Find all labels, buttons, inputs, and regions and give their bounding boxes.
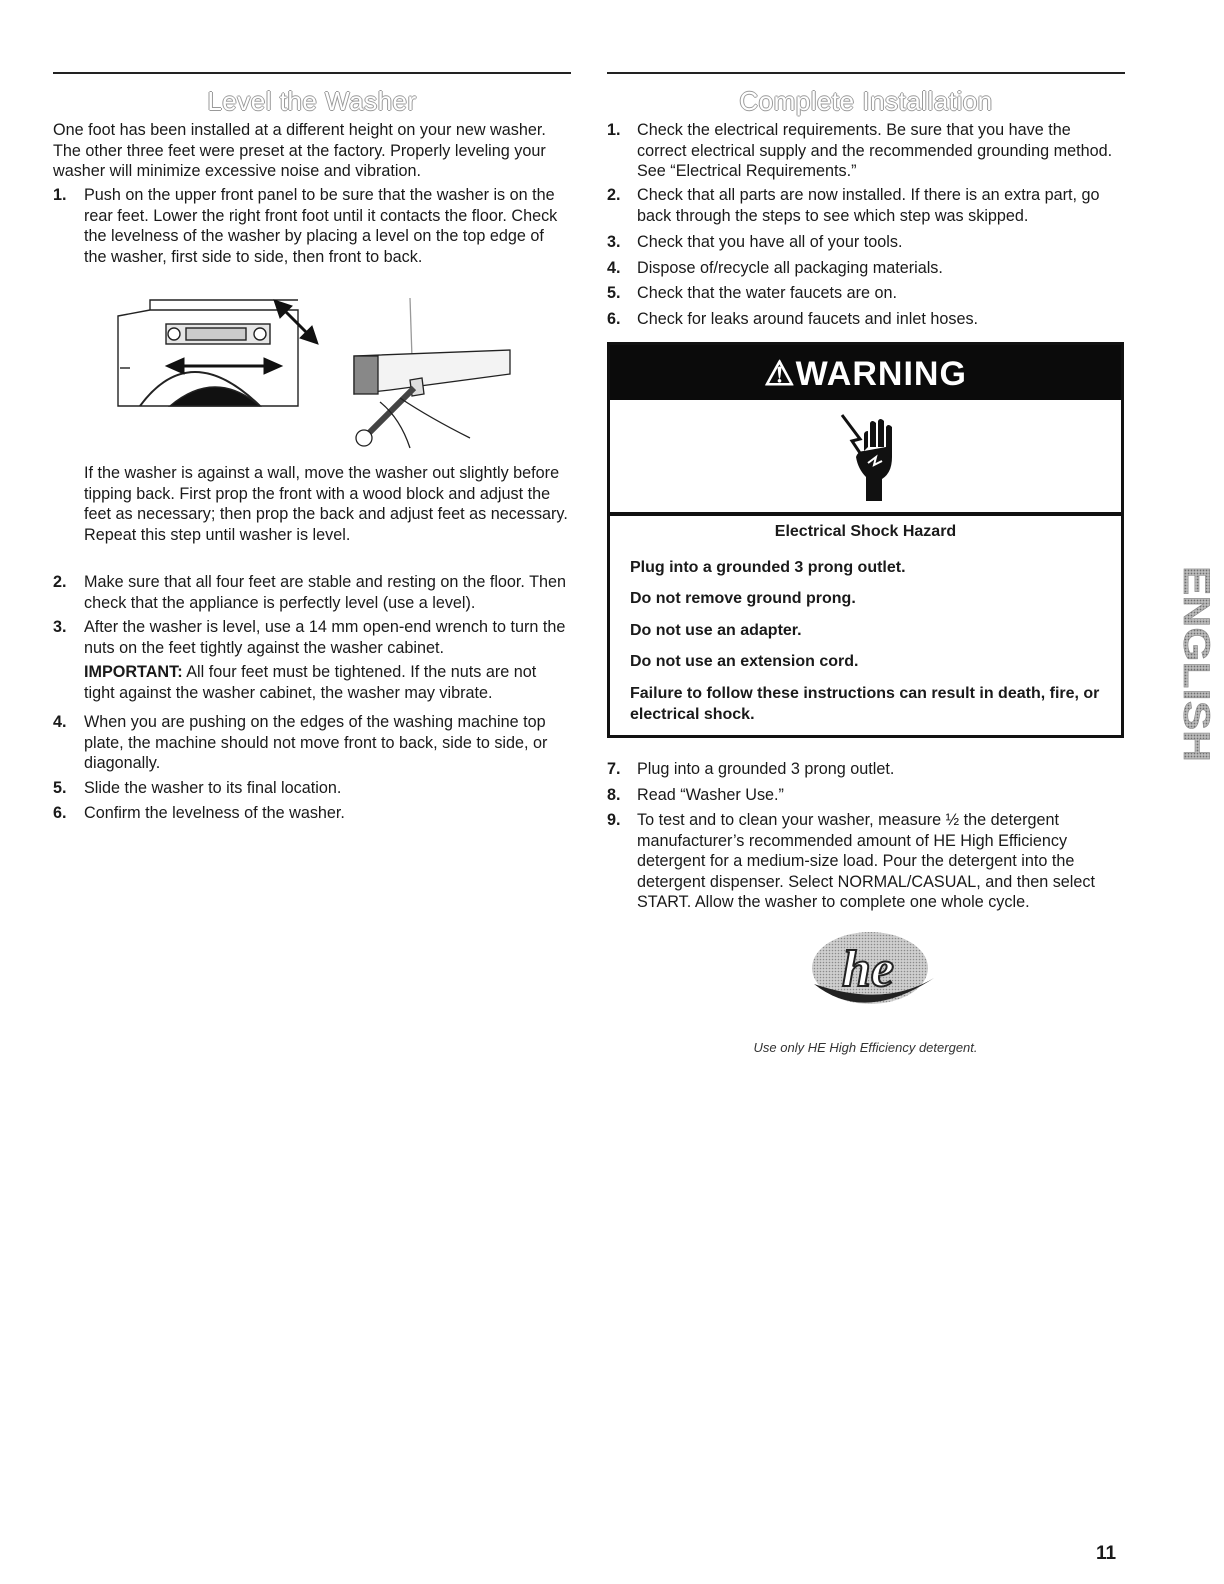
- warning-line: Do not remove ground prong.: [630, 590, 856, 607]
- step-text: When you are pushing on the edges of the washing machine top plate, the machine should not move front to back, side to side, or diagonally.: [84, 713, 548, 772]
- right-step-2: [607, 185, 1122, 226]
- step-text: Plug into a grounded 3 prong outlet.: [637, 760, 895, 778]
- right-section-heading: Complete Installation: [739, 86, 993, 116]
- step-number: 6.: [53, 804, 67, 822]
- left-step-5: [53, 778, 568, 799]
- step-number: 1.: [607, 121, 621, 139]
- step-text: Slide the washer to its final location.: [84, 779, 342, 797]
- warning-divider: [610, 512, 1121, 516]
- step-text: Make sure that all four feet are stable and resting on the floor. Then check that the appliance is perfectly level (use a level).: [84, 573, 567, 612]
- warning-line: Failure to follow these instructions can result in death, fire, or electrical shock.: [630, 685, 1100, 723]
- leveling-figure: [110, 298, 520, 448]
- warning-line: Do not use an adapter.: [630, 622, 802, 639]
- double-arrow-front-to-back: [274, 300, 318, 344]
- step-number: 5.: [607, 284, 621, 302]
- step-number: 2.: [53, 573, 67, 591]
- he-caption: Use only HE High Efficiency detergent.: [753, 1040, 978, 1055]
- step-text: Check that the water faucets are on.: [637, 284, 898, 302]
- step-number: 8.: [607, 786, 621, 804]
- side-tab-text: ENGLISH: [1176, 566, 1217, 731]
- page-number: 11: [1096, 1543, 1117, 1564]
- step-number: 3.: [607, 233, 621, 251]
- right-step-6: [607, 309, 1122, 330]
- right-step-3: [607, 232, 1122, 253]
- he-logo-text: he: [842, 941, 894, 998]
- warning-line: Do not use an extension cord.: [630, 653, 859, 670]
- right-step-7: [607, 759, 1122, 780]
- warning-title: WARNING: [795, 355, 967, 393]
- step-number: 4.: [607, 259, 621, 277]
- step-number: 2.: [607, 186, 621, 204]
- washer-illustration: [118, 300, 298, 406]
- step-text: Confirm the levelness of the washer.: [84, 804, 345, 822]
- language-side-tab: [1150, 566, 1217, 762]
- step-number: 7.: [607, 760, 621, 778]
- left-step-4: [53, 712, 568, 774]
- step-text: Read “Washer Use.”: [637, 786, 784, 804]
- step-number: 9.: [607, 811, 621, 829]
- step-text: Check that all parts are now installed. If there is an extra part, go back through the steps to see which step was skipped.: [637, 186, 1100, 225]
- warning-title-bar: [610, 345, 1121, 400]
- left-after-figure-paragraph: If the washer is against a wall, move the washer out slightly before tipping back. First prop the front with a wood block and adjust the feet as necessary; then prop the back and adjust feet as necessary. Repeat this step until washer is level.: [84, 464, 568, 544]
- step-number: 3.: [53, 618, 67, 636]
- right-step-4: [607, 258, 1122, 279]
- left-important-note: [84, 662, 569, 703]
- wrench-illustration: [354, 298, 510, 448]
- step-text: Check that you have all of your tools.: [637, 233, 903, 251]
- left-top-rule: [53, 72, 571, 74]
- right-step-1: [607, 120, 1122, 182]
- step-text: To test and to clean your washer, measure ½ the detergent manufacturer’s recommended amount of HE High Efficiency detergent for a medium-size load. Pour the detergent into the detergent dispenser. Select NORMAL/CASUAL, and then select START. Allow the washer to complete one whole cycle.: [637, 811, 1095, 911]
- step-text: Check for leaks around faucets and inlet hoses.: [637, 310, 979, 328]
- left-step-1: [53, 185, 568, 267]
- step-number: 4.: [53, 713, 67, 731]
- electric-shock-hand-icon: [838, 413, 904, 503]
- important-text: All four feet must be tightened. If the nuts are not tight against the washer cabinet, the washer may vibrate.: [84, 663, 537, 702]
- step-text: Check the electrical requirements. Be sure that you have the correct electrical supply and the recommended grounding method. See “Electrical Requirements.”: [637, 121, 1113, 180]
- right-step-9: [607, 810, 1122, 913]
- important-label: IMPORTANT:: [84, 663, 183, 681]
- double-arrow-side-to-side: [166, 358, 282, 374]
- warning-triangle-icon: ⚠: [764, 355, 796, 393]
- warning-box: [607, 342, 1124, 738]
- step-number: 1.: [53, 186, 67, 204]
- left-step-2: [53, 572, 568, 613]
- right-top-rule: [607, 72, 1125, 74]
- right-step-8: [607, 785, 1122, 806]
- warning-line: Plug into a grounded 3 prong outlet.: [630, 559, 906, 576]
- step-number: 5.: [53, 779, 67, 797]
- left-intro-paragraph: One foot has been installed at a different height on your new washer. The other three feet were preset at the factory. Properly leveling your washer will minimize excessive noise and vibration.: [53, 121, 546, 180]
- left-section-heading: Level the Washer: [207, 86, 417, 116]
- he-logo: [804, 928, 940, 1012]
- right-step-5: [607, 283, 1122, 304]
- step-text: Dispose of/recycle all packaging materials.: [637, 259, 943, 277]
- left-step-3: [53, 617, 568, 658]
- warning-hazard-title: Electrical Shock Hazard: [774, 523, 957, 540]
- step-number: 6.: [607, 310, 621, 328]
- left-step-6: [53, 803, 568, 824]
- step-text: Push on the upper front panel to be sure that the washer is on the rear feet. Lower the right front foot until it contacts the floor. Check the levelness of the washer by placing a level on the top edge of the washer, first side to side, then front to back.: [84, 186, 558, 266]
- step-text: After the washer is level, use a 14 mm open-end wrench to turn the nuts on the feet tightly against the washer cabinet.: [84, 618, 566, 657]
